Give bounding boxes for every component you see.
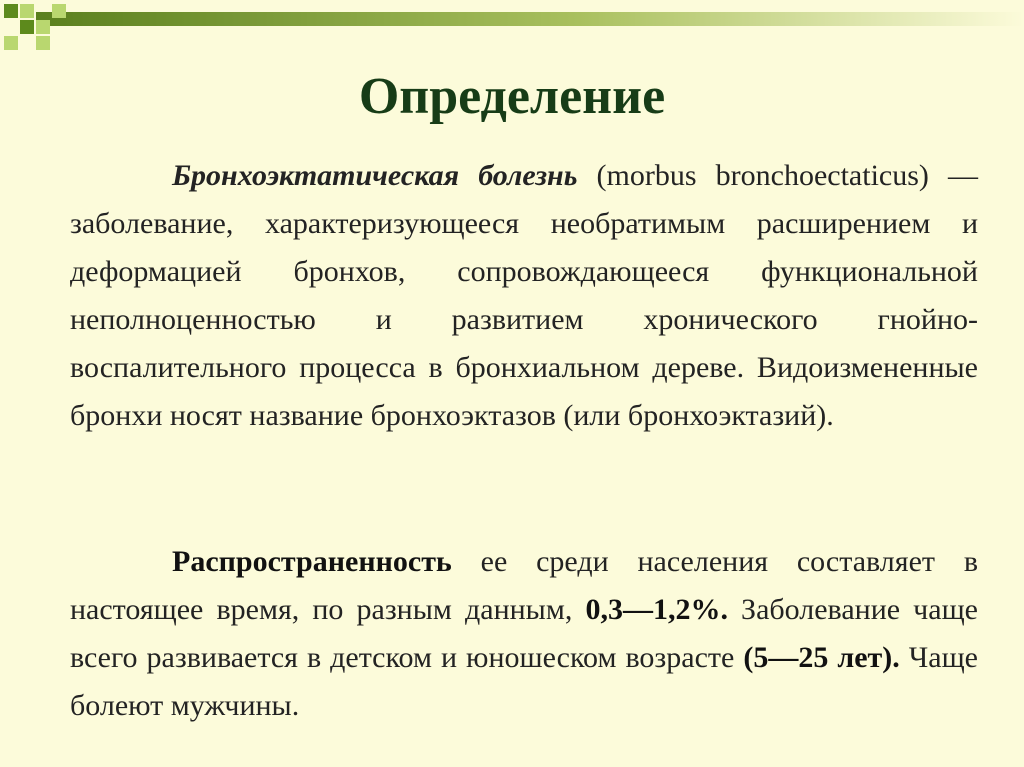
deco-square (36, 20, 50, 34)
decorative-header-bar (0, 0, 1024, 60)
prevalence-text-1: ее среди населения составляет в настоящее время, по разным данным, (70, 545, 978, 626)
deco-square (20, 4, 34, 18)
prevalence-paragraph (70, 538, 978, 730)
prevalence-text-3: Чаще болеют мужчины. (70, 641, 978, 722)
prevalence-text-2: Заболевание чаще всего развивается в детском и юношеском возрасте (70, 593, 978, 674)
slide-title: Определение (358, 68, 666, 125)
definition-text: (morbus bronchoectaticus) — заболевание, характеризующееся необратимым расширением и деформацией бронхов, сопровождающееся функциональной неполноценностью и развитием хронического гнойно-воспалительного процесса в бронхиальном дереве. Видоизмененные бронхи носят название бронхоэктазов (или бронхоэктазий). (70, 159, 979, 432)
deco-square (52, 4, 66, 18)
definition-paragraph (70, 152, 978, 440)
prevalence-term: Распространенность (172, 545, 452, 578)
disease-term: Бронхоэктатическая болезнь (172, 159, 578, 192)
prevalence-range: 0,3—1,2%. (585, 593, 728, 626)
age-range: (5—25 лет). (743, 641, 900, 674)
deco-square (4, 4, 18, 18)
deco-square (36, 36, 50, 50)
deco-square (4, 36, 18, 50)
deco-square (20, 20, 34, 34)
